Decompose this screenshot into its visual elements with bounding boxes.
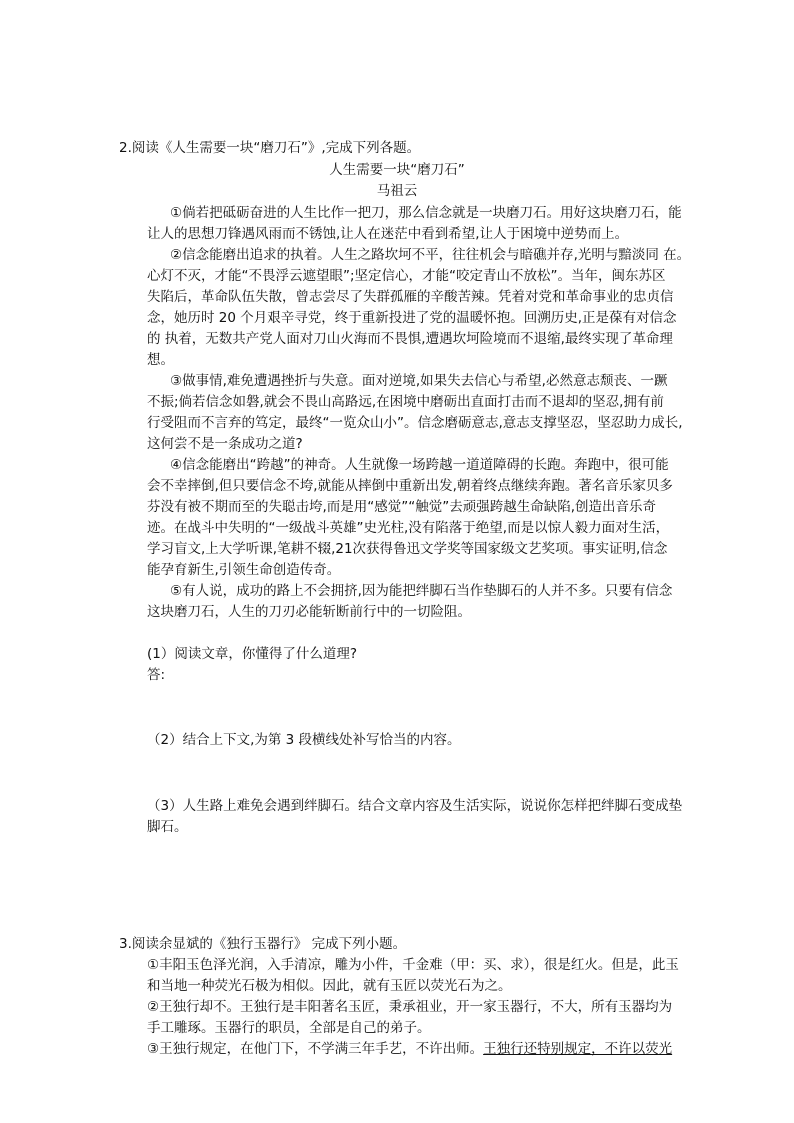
paragraph-line: ②王独行却不。王独行是丰阳著名玉匠，秉承祖业，开一家玉器行，不大，所有玉器均为: [147, 999, 673, 1015]
sub-question-3: （3）人生路上难免会遇到绊脚石。结合文章内容及生活实际，说说你怎样把绊脚石变成垫: [147, 798, 683, 814]
paragraph-line: 和当地一种荧光石极为相似。因此，就有玉匠以荧光石为之。: [147, 978, 512, 994]
paragraph-line: 手工雕琢。玉器行的职员，全部是自己的弟子。: [147, 1020, 431, 1036]
paragraph-line: 会不幸摔倒,但只要信念不垮,就能从摔倒中重新出发,朝着终点继续奔跑。著名音乐家贝多: [147, 478, 673, 494]
paragraph-line: 这块磨刀石，人生的刀刃必能斩断前行中的一切险阻。: [147, 604, 471, 620]
answer-label: 答:: [147, 667, 166, 683]
paragraph-line: 迹。在战斗中失明的“一级战斗英雄”史光柱,没有陷落于绝望,而是以惊人毅力面对生活，: [147, 520, 670, 536]
article-author: 马祖云: [376, 183, 418, 199]
paragraph-line: 念，她历时 20 个月艰辛寻党，终于重新投进了党的温暖怀抱。回溯历史,正是葆有对信念: [147, 310, 677, 326]
paragraph-line: 的 执着，无数共产党人面对刀山火海而不畏惧,遭遇坎坷险境而不退缩,最终实现了革命理: [147, 331, 673, 347]
paragraph-line-with-underline: [147, 1039, 672, 1061]
paragraph-line: ③做事情,难免遭遇挫折与失意。面对逆境,如果失去信心与希望,必然意志颓丧、一蹶: [170, 373, 668, 389]
article-title: 人生需要一块“磨刀石”: [329, 162, 465, 178]
sub-question-1: (1）阅读文章，你懂得了什么道理?: [147, 646, 358, 662]
paragraph-line: 学习盲文,上大学听课,笔耕不辍,21次获得鲁迅文学奖等国家级文艺奖项。事实证明,信念: [147, 541, 668, 557]
paragraph-line: 能孕育新生,引领生命创造传奇。: [147, 562, 341, 578]
paragraph-line: 想。: [147, 352, 174, 368]
underlined-text: 王独行还特别规定，不许以荧光: [483, 1041, 673, 1057]
plain-text: ③王独行规定，在他门下，不学满三年手艺，不许出师。: [147, 1041, 484, 1057]
paragraph-line: ②信念能磨出追求的执着。人生之路坎坷不平，往往机会与暗礁并存,光明与黯淡同 在。: [170, 247, 691, 263]
paragraph-line: ⑤有人说，成功的路上不会拥挤,因为能把绊脚石当作垫脚石的人并不多。只要有信念: [170, 583, 673, 599]
sub-question-2: （2）结合上下文,为第 3 段横线处补写恰当的内容。: [147, 732, 461, 748]
paragraph-line: 让人的思想刀锋遇风雨而不锈蚀,让人在迷茫中看到希望,让人于困境中逆势而上。: [147, 226, 629, 242]
paragraph-line: 失陷后，革命队伍失散，曾志尝尽了失群孤雁的辛酸苦辣。凭着对党和革命事业的忠贞信: [147, 289, 674, 305]
sub-question-3-continued: 脚石。: [147, 819, 188, 835]
paragraph-line: ①倘若把砥砺奋进的人生比作一把刀，那么信念就是一块磨刀石。用好这块磨刀石，能: [170, 205, 682, 221]
paragraph-line: 芬没有被不期而至的失聪击垮,而是用“感觉”“触觉”去顽强跨越生命缺陷,创造出音乐奇: [147, 499, 657, 515]
paragraph-line: 行受阻而不言弃的笃定，最终“一览众山小”。信念磨砺意志,意志支撑坚忍，坚忍助力成长,: [147, 415, 683, 431]
paragraph-line: 不振;倘若信念如磐,就会不畏山高路远,在困境中磨砺出直面打击而不退却的坚忍,拥有前: [147, 394, 664, 410]
paragraph-line: ④信念能磨出“跨越”的神奇。人生就像一场跨越一道道障碍的长跑。奔跑中，很可能: [170, 457, 669, 473]
paragraph-line: 心灯不灭，才能“不畏浮云遮望眼”;坚定信心，才能“咬定青山不放松”。当年，闽东苏区: [147, 268, 666, 284]
question-3-heading: 3.阅读余显斌的《独行玉器行》 完成下列小题。: [119, 936, 407, 952]
paragraph-line: 这何尝不是一条成功之道?: [147, 436, 303, 452]
question-2-heading: 2.阅读《人生需要一块“磨刀石”》,完成下列各题。: [119, 140, 421, 156]
paragraph-line: ①丰阳玉色泽光润，入手清凉，雕为小件，千金难（甲：买、求），很是红火。但是，此玉: [147, 957, 679, 973]
